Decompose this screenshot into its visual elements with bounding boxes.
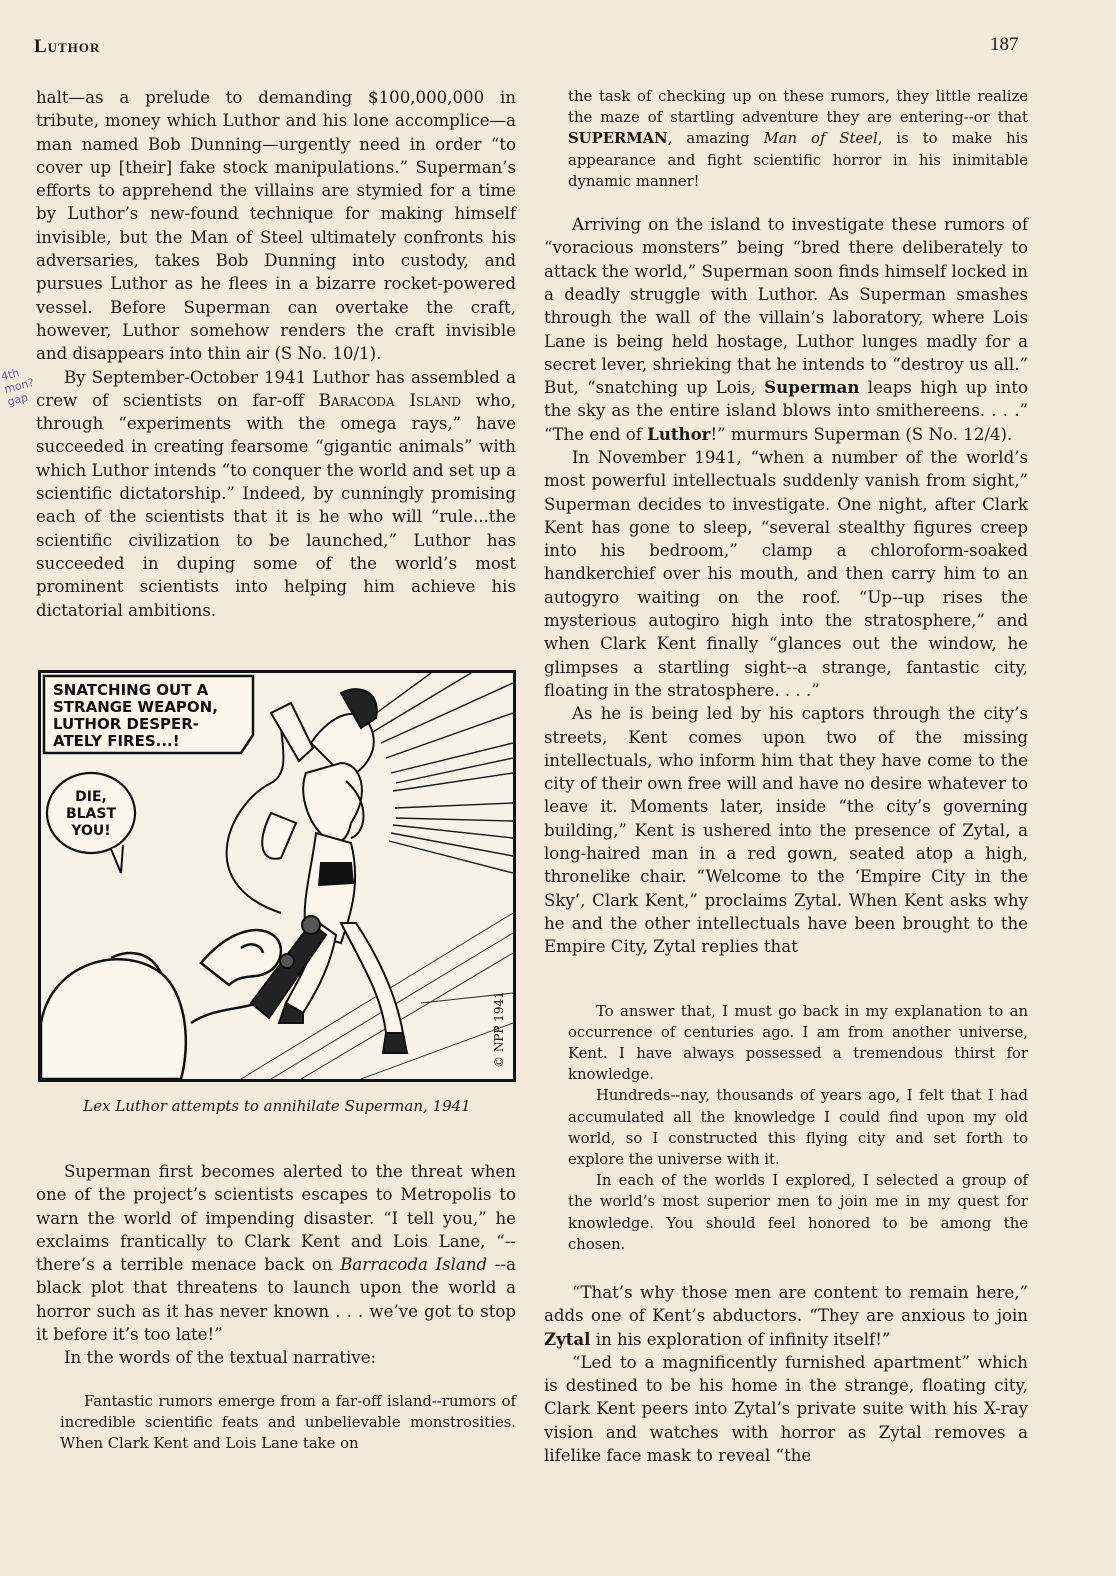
page-number: 187: [990, 34, 1019, 55]
speech-line-2: BLAST: [65, 806, 117, 822]
paragraph-island: Arriving on the island to investigate these rumors of “voracious monsters” being “bred there deliberately to attack the world,” Superman soon finds himself locked in a deadly struggle with Luthor. As Superman smashes through the wall of the villain’s laboratory, where Lois Lane is being held hostage, Luthor lunges madly for a secret lever, shrieking that he intends to “destroy us all.” But, “snatching up Lois, Superman leaps high up into the sky as the entire island blows into smithereens. . . .” “The end of Luthor!” murmurs Superman (S No. 12/4).: [544, 215, 1028, 444]
paragraph-streets: As he is being led by his captors through the city’s streets, Kent comes upon two of the missing intellectuals, who inform him that they have come to the city of their own free will and have no desire whatever to leave it. Moments later, inside “the city’s governing building,” Kent is ushered into the presence of Zytal, a long-haired man in a red gown, seated atop a high, thronelike chair. “Welcome to the ‘Empire City in the Sky’, Clark Kent,” proclaims Zytal. When Kent asks why he and the other intellectuals have been brought to the Empire City, Zytal replies that: [544, 704, 1028, 957]
paragraph-content: “That’s why those men are content to remain here,” adds one of Kent’s abductors. “They are anxious to join Zytal in his exploration of infinity itself!”: [544, 1282, 1028, 1349]
quote-paragraph-1: To answer that, I must go back in my explanation to an occurrence of centuries ago. I am from another universe, Kent. I have always possessed a tremendous thirst for knowledge.: [568, 1002, 1028, 1084]
quote-paragraph-2: Hundreds--nay, thousands of years ago, I felt that I had accumulated all the knowledge I could find upon my old world, so I constructed this flying city and set forth to explore the universe with it.: [568, 1087, 1028, 1168]
figure-caption: Lex Luthor attempts to annihilate Superman, 1941: [83, 1097, 471, 1115]
superman-figure: [262, 689, 407, 1053]
paragraph-apartment: “Led to a magnificently furnished apartment” which is destined to be his home in the strange, floating city, Clark Kent peers into Zytal’s private suite with his X-ray vision and watches with horror as Zytal removes a lifelike face mask to reveal “the: [544, 1352, 1028, 1466]
comic-illustration: [41, 673, 513, 1079]
zytal-quote: [568, 1001, 1028, 1255]
caption-line-3: LUTHOR DESPER-: [53, 715, 200, 733]
left-column-bottom: [36, 1160, 516, 1454]
copyright-text: © NPP 1941: [492, 991, 506, 1068]
block-quote-continued: the task of checking up on these rumors, they little realize the maze of startling adventure they are entering--or that SUPERMAN, amazing Man of Steel, is to make his appearance and fight scientific horror in his inimitable dynamic manner!: [568, 88, 1028, 190]
left-column-top: [36, 86, 516, 622]
speech-line-3: YOU!: [71, 823, 111, 839]
comic-panel: [38, 670, 516, 1082]
luthor-figure: [41, 930, 281, 1079]
speech-line-1: DIE,: [75, 789, 107, 805]
right-column: [544, 86, 1028, 1467]
caption-line-4: ATELY FIRES...!: [53, 732, 180, 750]
speech-balloon-tail: [111, 845, 123, 873]
paragraph-narrative-intro: In the words of the textual narrative:: [64, 1348, 377, 1368]
speed-lines: [356, 673, 513, 873]
paragraph-baracoda: By September-October 1941 Luthor has assembled a crew of scientists on far-off Baracoda Island who, through “experiments with the omega rays,” have succeeded in creating fearsome “gigantic animals” with which Luthor intends “to conquer the world and set up a scientific dictatorship.” Indeed, by cunningly promising each of the scientists that it is he who will “rule...the scientific civilization to be launched,” Luthor has succeeded in duping some of the world’s most prominent scientists into helping him achieve his dictatorial ambitions.: [36, 367, 516, 620]
block-quote: Fantastic rumors emerge from a far-off island--rumors of incredible scientific feats and unbelievable monstrosities. When Clark Kent and Lois Lane take on: [60, 1392, 516, 1453]
caption-line-2: STRANGE WEAPON,: [53, 698, 218, 716]
quote-paragraph-3: In each of the worlds I explored, I selected a group of the world’s most superior men to join me in my quest for knowledge. You should feel honored to be among the chosen.: [568, 1172, 1028, 1253]
paragraph-continued: halt—as a prelude to demanding $100,000,000 in tribute, money which Luthor and his lone accomplice—a man named Bob Dunning—urgently need in order “to cover up [their] fake stock manipulations.” Superman’s efforts to apprehend the villains are stymied for a time by Luthor’s new-found technique for making himself invisible, but the Man of Steel ultimately confronts his adversaries, takes Bob Dunning into custody, and pursues Luthor as he flees in a bizarre rocket-powered vessel. Before Superman can overtake the craft, however, Luthor somehow renders the craft invisible and disappears into thin air (S No. 10/1).: [36, 88, 516, 364]
paragraph-november: In November 1941, “when a number of the world’s most powerful intellectuals suddenly vanish from sight,” Superman decides to investigate. One night, after Clark Kent has gone to sleep, “several stealthy figures creep into his bedroom,” clamp a chloroform-soaked handkerchief over his mouth, and then carry him to an autogyro waiting on the roof. “Up--up rises the mysterious autogiro high into the stratosphere,” and when Clark Kent finally “glances out the window, he glimpses a startling sight--a strange, fantastic city, floating in the stratosphere. . . .”: [544, 447, 1028, 700]
running-head-title: Luthor: [34, 36, 101, 57]
caption-line-1: SNATCHING OUT A: [53, 681, 209, 699]
place-name: Baracoda Island: [318, 390, 462, 410]
paragraph-alerted: Superman first becomes alerted to the threat when one of the project’s scientists escapes to Metropolis to warn the world of impending disaster. “I tell you,” he exclaims frantically to Clark Kent and Lois Lane, “--there’s a terrible menace back on Barracoda Island --a black plot that threatens to launch upon the world a horror such as it has never known . . . we’ve got to stop it before it’s too late!”: [36, 1162, 517, 1345]
handwritten-margin-note: 4th mon? gap: [0, 366, 36, 409]
